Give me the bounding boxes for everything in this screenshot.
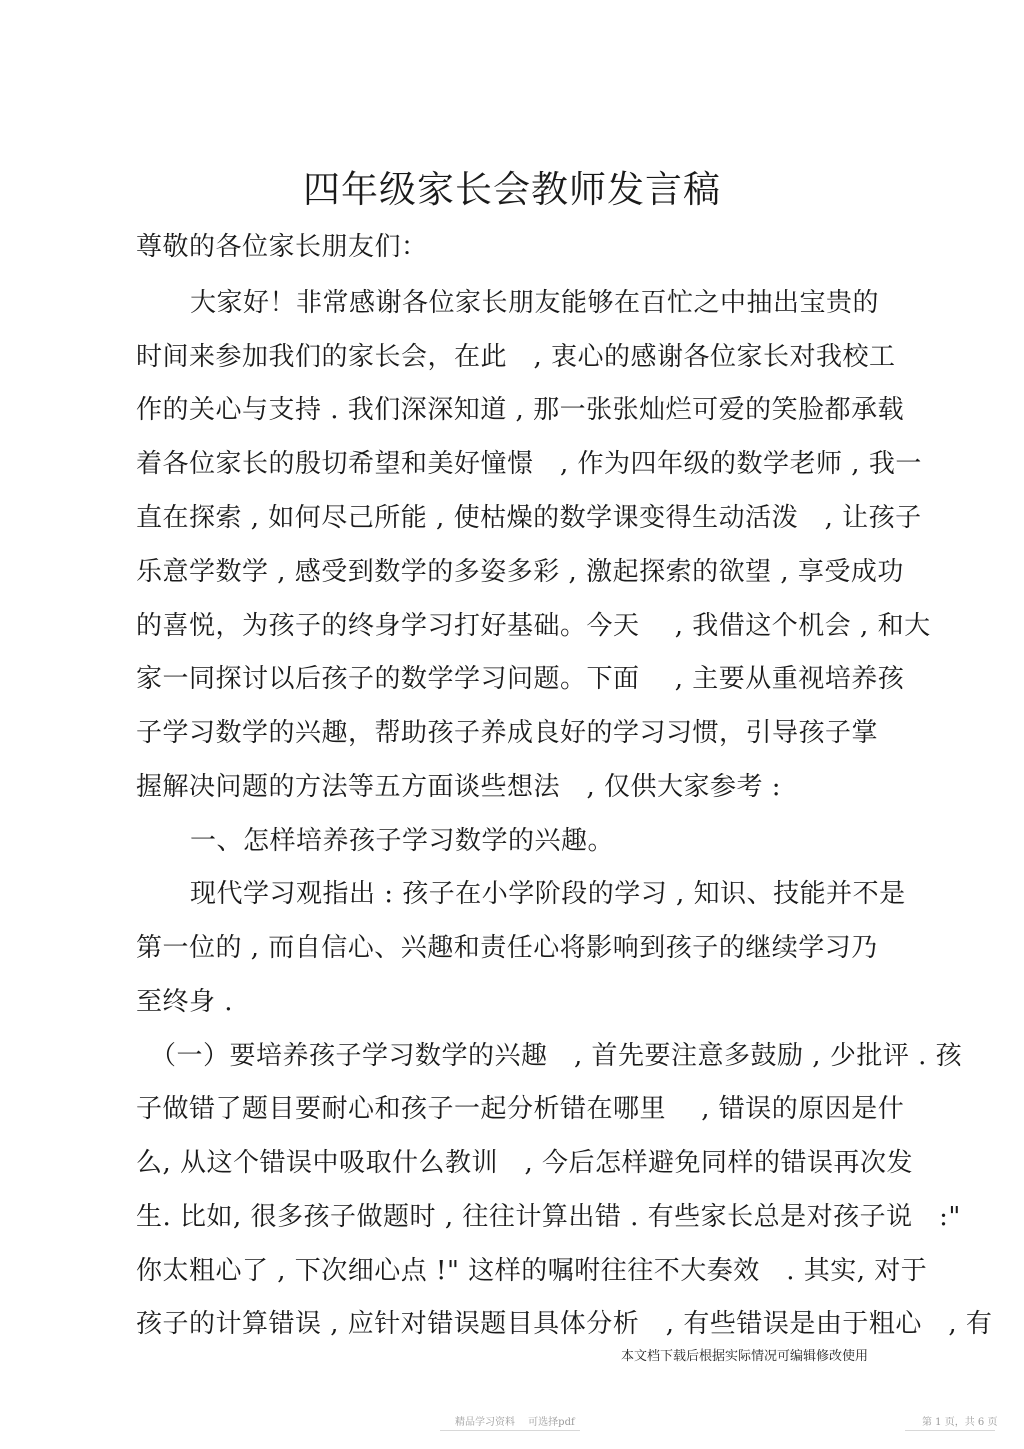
paragraph-line: 家一同探讨以后孩子的数学学习问题。下面 , 主要从重视培养孩 xyxy=(136,664,905,694)
paragraph-line: 时间来参加我们的家长会，在此 , 衷心的感谢各位家长对我校工 xyxy=(136,342,896,372)
paragraph-line: 着各位家长的殷切希望和美好憧憬 , 作为四年级的数学老师 , 我一 xyxy=(136,449,922,479)
subsection-line: （一）要培养孩子学习数学的兴趣 , 首先要注意多鼓励 , 少批评 . 孩 xyxy=(150,1041,963,1071)
paragraph-line: 子学习数学的兴趣，帮助孩子养成良好的学习习惯，引导孩子掌 xyxy=(136,718,879,748)
paragraph-line: 大家好！非常感谢各位家长朋友能够在百忙之中抽出宝贵的 xyxy=(190,288,880,318)
paragraph-line: 握解决问题的方法等五方面谈些想法 , 仅供大家参考 : xyxy=(136,772,782,802)
document-title: 四年级家长会教师发言稿 xyxy=(303,168,721,211)
footer-divider xyxy=(905,1430,995,1431)
footer-page-number: 第 1 页，共 6 页 xyxy=(922,1417,998,1428)
section-heading: 一、怎样培养孩子学习数学的兴趣。 xyxy=(190,826,615,856)
paragraph-line: 直在探索 , 如何尽己所能 , 使枯燥的数学课变得生动活泼 , 让孩子 xyxy=(136,503,922,533)
footer-divider xyxy=(440,1430,580,1431)
paragraph-line: 么, 从这个错误中吸取什么教训 , 今后怎样避免同样的错误再次发 xyxy=(136,1148,914,1178)
edit-notice: 本文档下载后根据实际情况可编辑修改使用 xyxy=(621,1349,869,1364)
paragraph-line: 作的关心与支持 . 我们深深知道 , 那一张张灿烂可爱的笑脸都承载 xyxy=(136,395,905,425)
paragraph-line: 子做错了题目要耐心和孩子一起分析错在哪里 , 错误的原因是什 xyxy=(136,1094,905,1124)
paragraph-line: 你太粗心了 , 下次细心点 !" 这样的嘱咐往往不大奏效 . 其实, 对于 xyxy=(136,1256,928,1286)
paragraph-line: 的喜悦，为孩子的终身学习打好基础。今天 , 我借这个机会 , 和大 xyxy=(136,611,931,641)
salutation-line: 尊敬的各位家长朋友们： xyxy=(136,232,428,262)
paragraph-line: 孩子的计算错误 , 应针对错误题目具体分析 , 有些错误是由于粗心 , 有 xyxy=(136,1309,993,1339)
paragraph-line: 生. 比如, 很多孩子做题时 , 往往计算出错 . 有些家长总是对孩子说 :" xyxy=(136,1202,961,1232)
paragraph-line: 乐意学数学 , 感受到数学的多姿多彩 , 激起探索的欲望 , 享受成功 xyxy=(136,557,904,587)
paragraph-line: 至终身 . xyxy=(136,987,234,1017)
paragraph-line: 现代学习观指出 : 孩子在小学阶段的学习 , 知识、技能并不是 xyxy=(190,879,906,909)
paragraph-line: 第一位的 , 而自信心、兴趣和责任心将影响到孩子的继续学习乃 xyxy=(136,933,878,963)
footer-source-label: 精品学习资料 可选择pdf xyxy=(455,1417,575,1428)
